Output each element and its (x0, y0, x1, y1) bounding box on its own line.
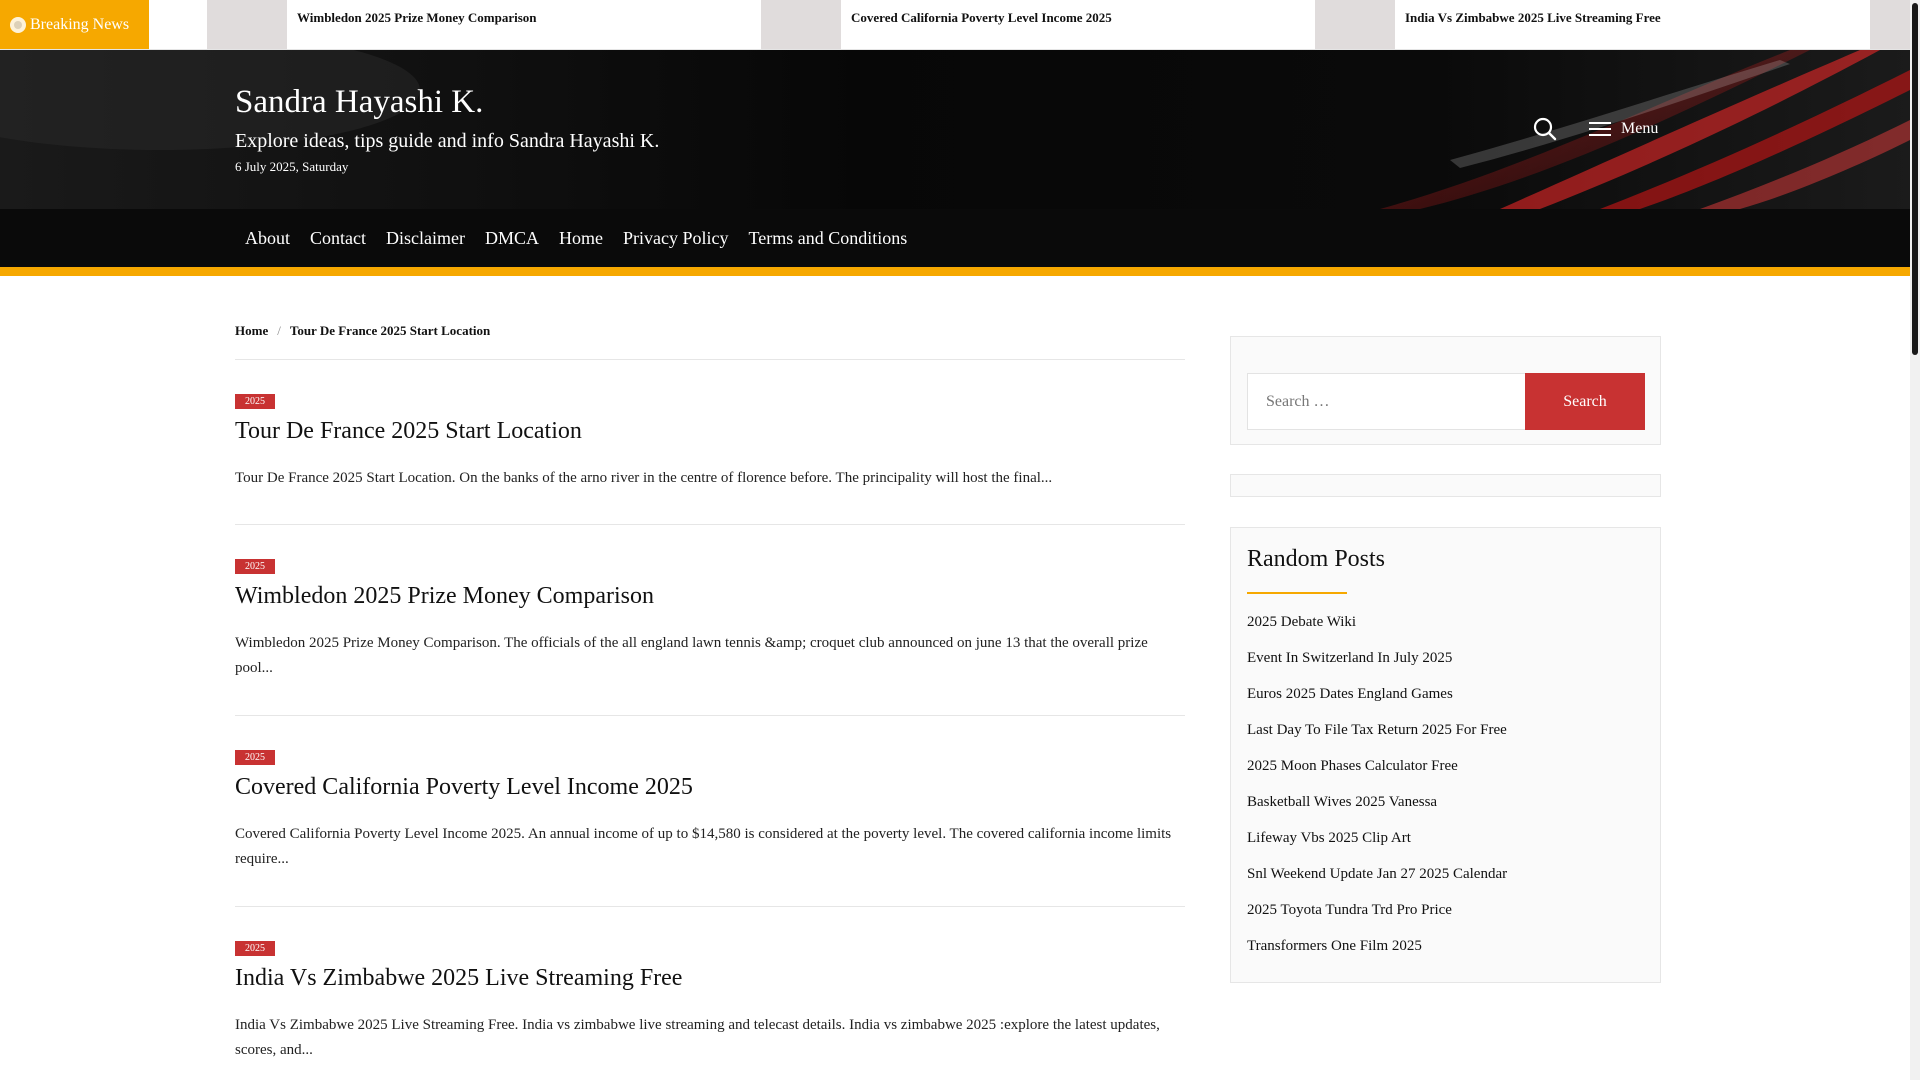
post-excerpt: Tour De France 2025 Start Location. On the banks of the arno river in the centre of florence before. The principality will host the final... (235, 469, 1053, 486)
random-posts-list (1247, 612, 1507, 972)
widget-title: Random Posts (1247, 546, 1386, 572)
current-date: 6 July 2025, Saturday (235, 159, 349, 174)
post-card (235, 747, 1185, 873)
nav-item-dmca[interactable]: DMCA (484, 227, 539, 248)
breaking-news-label (0, 0, 149, 50)
random-post-link[interactable]: Lifeway Vbs 2025 Clip Art (1247, 830, 1411, 846)
post-excerpt: India Vs Zimbabwe 2025 Live Streaming Free. India vs zimbabwe live streaming and telecast details. India vs zimbabwe 2025 :explore the latest updates, scores, and... (235, 1016, 1160, 1059)
random-post-link[interactable]: Euros 2025 Dates England Games (1247, 686, 1453, 702)
post-category-badge[interactable]: 2025 (235, 941, 275, 956)
ticker-thumbnail[interactable] (1870, 0, 1910, 50)
ticker-thumbnail[interactable] (761, 0, 841, 50)
breaking-news-ticker (0, 0, 1910, 50)
post-card (235, 556, 1185, 682)
post-category-badge[interactable]: 2025 (235, 394, 275, 409)
search-input[interactable] (1247, 373, 1527, 430)
post-title[interactable]: India Vs Zimbabwe 2025 Live Streaming Free (235, 965, 683, 991)
divider (235, 359, 1185, 360)
ticker-item-title[interactable]: India Vs Zimbabwe 2025 Live Streaming Free (1405, 10, 1661, 25)
search-widget (1230, 336, 1661, 445)
random-posts-widget (1230, 527, 1661, 983)
random-post-link[interactable]: Transformers One Film 2025 (1247, 938, 1422, 954)
divider (235, 906, 1185, 907)
post-card (235, 938, 1185, 1064)
random-post-link[interactable]: 2025 Moon Phases Calculator Free (1247, 758, 1458, 774)
nav-item-disclaimer[interactable]: Disclaimer (386, 227, 465, 248)
menu-toggle-button[interactable] (1589, 116, 1658, 142)
random-post-link[interactable]: 2025 Toyota Tundra Trd Pro Price (1247, 902, 1452, 918)
menu-label: Menu (1621, 120, 1659, 137)
ticker-item-title[interactable]: Wimbledon 2025 Prize Money Comparison (297, 10, 537, 25)
post-title[interactable]: Covered California Poverty Level Income 2025 (235, 774, 693, 800)
post-card (235, 391, 1185, 491)
post-category-badge[interactable]: 2025 (235, 750, 275, 765)
nav-item-terms[interactable]: Terms and Conditions (748, 227, 908, 248)
search-button[interactable]: Search (1525, 373, 1645, 430)
ticker-item-title[interactable]: Covered California Poverty Level Income 2025 (851, 10, 1112, 25)
page-scrollbar-thumb[interactable] (1912, 3, 1918, 355)
post-category-badge[interactable]: 2025 (235, 559, 275, 574)
random-post-link[interactable]: Last Day To File Tax Return 2025 For Free (1247, 722, 1507, 738)
post-excerpt: Covered California Poverty Level Income 2025. An annual income of up to $14,580 is considered at the poverty level. The covered california income limits require... (235, 825, 1172, 868)
random-post-link[interactable]: Snl Weekend Update Jan 27 2025 Calendar (1247, 866, 1508, 882)
breadcrumb (235, 323, 490, 339)
breadcrumb-current: Tour De France 2025 Start Location (289, 323, 491, 338)
nav-item-privacy-policy[interactable]: Privacy Policy (623, 227, 729, 248)
nav-item-about[interactable]: About (245, 227, 290, 248)
divider (235, 715, 1185, 716)
divider (235, 524, 1185, 525)
primary-navigation (0, 209, 1910, 267)
random-post-link[interactable]: Basketball Wives 2025 Vanessa (1247, 794, 1438, 810)
breaking-news-label-text: Breaking News (30, 16, 130, 33)
widget-title-underline (1247, 592, 1347, 594)
breadcrumb-separator: / (277, 323, 281, 338)
post-excerpt: Wimbledon 2025 Prize Money Comparison. The officials of the all england lawn tennis &amp; croquet club announced on june 13 that the overall prize pool... (235, 634, 1148, 677)
random-post-link[interactable]: 2025 Debate Wiki (1247, 614, 1357, 630)
site-header (0, 50, 1910, 209)
nav-item-home[interactable]: Home (559, 227, 603, 248)
site-tagline: Explore ideas, tips guide and info Sandra Hayashi K. (235, 130, 660, 152)
post-title[interactable]: Wimbledon 2025 Prize Money Comparison (235, 583, 654, 609)
hamburger-icon (1589, 121, 1611, 137)
search-toggle-button[interactable] (1532, 116, 1558, 142)
ticker-thumbnail[interactable] (1315, 0, 1395, 50)
breadcrumb-home-link[interactable]: Home (235, 323, 269, 338)
nav-accent-stripe (0, 267, 1910, 276)
search-icon (1532, 116, 1558, 142)
pulse-dot-icon (10, 17, 26, 33)
random-post-link[interactable]: Event In Switzerland In July 2025 (1247, 650, 1453, 666)
ticker-thumbnail[interactable] (207, 0, 287, 50)
site-title[interactable]: Sandra Hayashi K. (235, 84, 484, 120)
empty-widget (1230, 474, 1661, 497)
nav-item-contact[interactable]: Contact (310, 227, 366, 248)
post-title[interactable]: Tour De France 2025 Start Location (235, 418, 582, 444)
